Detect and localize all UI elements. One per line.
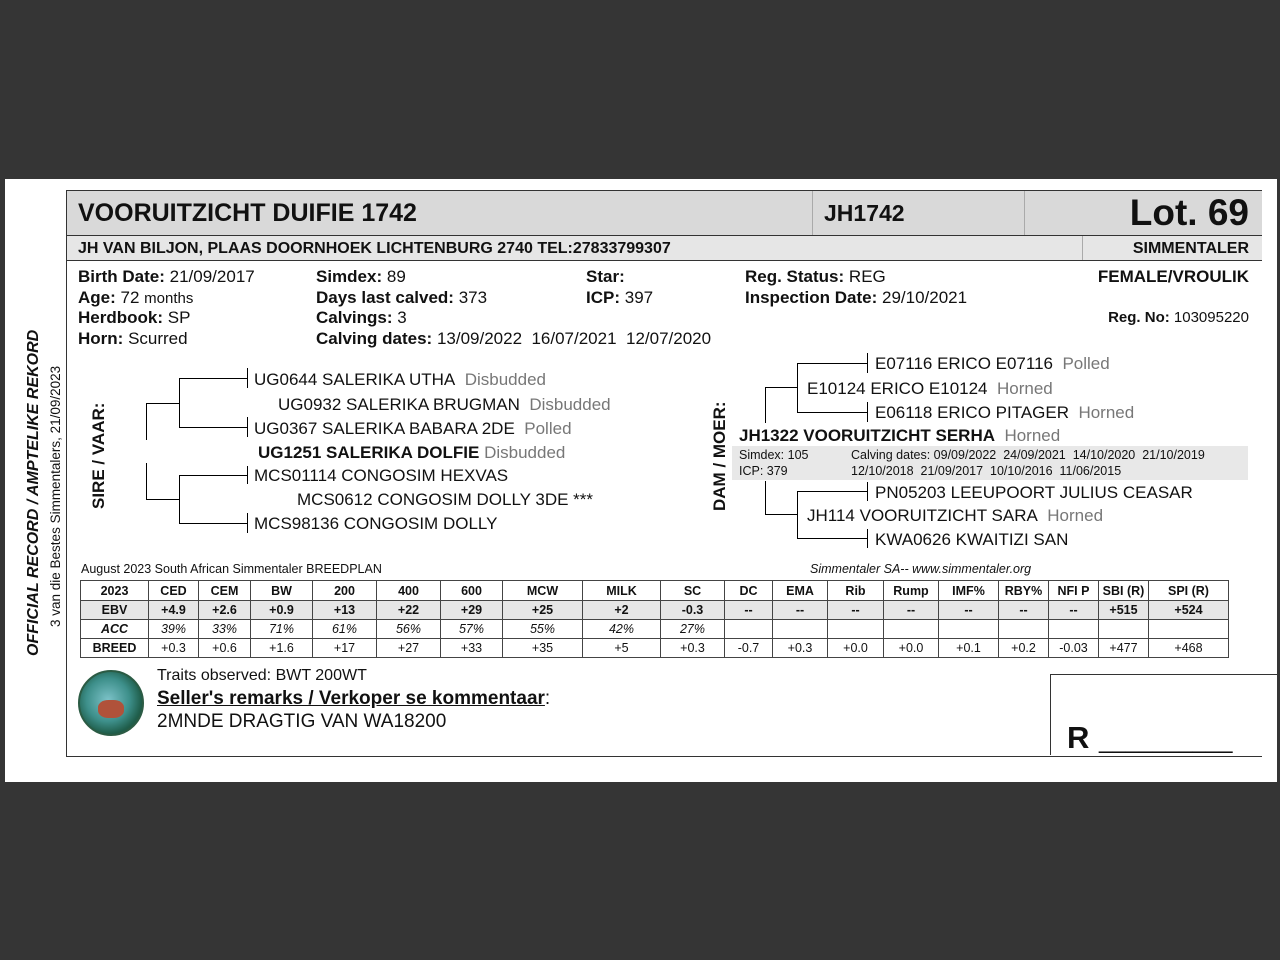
header-cell: Rump xyxy=(884,581,939,601)
sire-sire: UG0932 SALERIKA BRUGMAN Disbudded xyxy=(278,395,611,414)
sire-sire-sire: UG0644 SALERIKA UTHA Disbudded xyxy=(254,370,546,389)
acc-cell: 56% xyxy=(377,620,441,639)
acc-cell xyxy=(1049,620,1099,639)
breed-cell: +0.1 xyxy=(939,639,999,658)
header-cell: EMA xyxy=(773,581,828,601)
acc-cell xyxy=(939,620,999,639)
acc-cell xyxy=(884,620,939,639)
ebv-cell: -- xyxy=(1049,601,1099,620)
header-cell: SC xyxy=(661,581,725,601)
icp: ICP: 397 xyxy=(586,288,654,307)
breed-cell: +0.2 xyxy=(999,639,1049,658)
acc-cell: 57% xyxy=(441,620,503,639)
simdex: Simdex: 89 xyxy=(316,267,406,286)
acc-cell xyxy=(828,620,884,639)
breed-cell: +0.3 xyxy=(773,639,828,658)
dam-icp: ICP: 379 xyxy=(739,464,788,478)
ebv-cell: +4.9 xyxy=(149,601,199,620)
ebv-cell: +29 xyxy=(441,601,503,620)
header-cell: CED xyxy=(149,581,199,601)
lot-card xyxy=(5,179,1277,782)
sire-dam-sire: MCS01114 CONGOSIM HEXVAS xyxy=(254,466,509,485)
ebv-cell: -- xyxy=(773,601,828,620)
header-cell: NFI P xyxy=(1049,581,1099,601)
ebv-cell: +22 xyxy=(377,601,441,620)
sire-dam-dam: MCS98136 CONGOSIM DOLLY xyxy=(254,514,498,533)
sire-sire-dam: UG0367 SALERIKA BABARA 2DE Polled xyxy=(254,419,572,438)
header-cell: SPI (R) xyxy=(1149,581,1229,601)
ebv-row xyxy=(81,601,1229,620)
breed-cell: -0.03 xyxy=(1049,639,1099,658)
lot-number: Lot. 69 xyxy=(1129,192,1249,233)
header-cell: 400 xyxy=(377,581,441,601)
breed-cell: -0.7 xyxy=(725,639,773,658)
calvings: Calvings: 3 xyxy=(316,308,407,327)
star-label: Star: xyxy=(586,267,625,286)
header-cell: DC xyxy=(725,581,773,601)
herdbook: Herdbook: SP xyxy=(78,308,191,327)
dam-label: DAM / MOER: xyxy=(710,401,729,511)
dam-calving-dates: Calving dates: 09/09/2022 24/09/2021 14/10/2020 21/10/2019 xyxy=(851,448,1205,462)
header-cell: SBI (R) xyxy=(1099,581,1149,601)
header-cell: 600 xyxy=(441,581,503,601)
sellers-remarks: 2MNDE DRAGTIG VAN WA18200 xyxy=(157,711,447,732)
breed-avg-row xyxy=(81,639,1229,658)
header-cell: Rib xyxy=(828,581,884,601)
breed-name: SIMMENTALER xyxy=(1132,240,1249,257)
breed-cell: +5 xyxy=(583,639,661,658)
header-cell: RBY% xyxy=(999,581,1049,601)
sire: UG1251 SALERIKA DOLFIE Disbudded xyxy=(258,443,566,462)
horn-status: Horn: Scurred xyxy=(78,329,188,348)
breed-cell: +0.0 xyxy=(884,639,939,658)
sire-label: SIRE / VAAR: xyxy=(89,402,108,509)
ebv-cell: +2 xyxy=(583,601,661,620)
breed-cell: +33 xyxy=(441,639,503,658)
dam-simdex: Simdex: 105 xyxy=(739,448,809,462)
calving-dates: Calving dates: 13/09/2022 16/07/2021 12/07/2020 xyxy=(316,329,712,348)
dam-calving-dates-2: 12/10/2018 21/09/2017 10/10/2016 11/06/2015 xyxy=(851,464,1122,478)
breed-cell: +35 xyxy=(503,639,583,658)
sire-dam: MCS0612 CONGOSIM DOLLY 3DE *** xyxy=(297,490,594,509)
ebv-cell: -- xyxy=(828,601,884,620)
animal-name: VOORUITZICHT DUIFIE 1742 xyxy=(78,199,417,227)
breed-cell: +477 xyxy=(1099,639,1149,658)
ebv-cell: +13 xyxy=(313,601,377,620)
sellers-remarks-heading: Seller's remarks / Verkoper se kommentaar: xyxy=(157,688,551,709)
ebv-cell: -0.3 xyxy=(661,601,725,620)
dam-sire-dam: E06118 ERICO PITAGER Horned xyxy=(875,403,1135,422)
breed-cell: +0.0 xyxy=(828,639,884,658)
price-label: R xyxy=(1067,720,1090,755)
ebv-cell: -- xyxy=(939,601,999,620)
header-cell: BW xyxy=(251,581,313,601)
age: Age: 72 months xyxy=(78,288,194,307)
dam-dam-dam: KWA0626 KWAITIZI SAN xyxy=(875,530,1069,549)
header-cell: 2023 xyxy=(81,581,149,601)
acc-cell: 42% xyxy=(583,620,661,639)
breed-cell: +1.6 xyxy=(251,639,313,658)
animal-id: JH1742 xyxy=(824,200,905,226)
acc-cell: 39% xyxy=(149,620,199,639)
ebv-cell: -- xyxy=(999,601,1049,620)
dam-sire: E10124 ERICO E10124 Horned xyxy=(807,379,1053,398)
breed-cell: +0.3 xyxy=(149,639,199,658)
ebv-cell: +2.6 xyxy=(199,601,251,620)
acc-cell: 33% xyxy=(199,620,251,639)
breed-cell: +0.3 xyxy=(661,639,725,658)
official-record-label: OFFICIAL RECORD / AMPTELIKE REKORD xyxy=(25,329,42,656)
breedplan-source: Simmentaler SA-- www.simmentaler.org xyxy=(810,562,1032,576)
acc-row xyxy=(81,620,1229,639)
simmentaler-logo xyxy=(78,670,144,736)
inspection-date: Inspection Date: 29/10/2021 xyxy=(745,288,968,307)
acc-cell xyxy=(725,620,773,639)
breeder-info: JH VAN BILJON, PLAAS DOORNHOEK LICHTENBURG 2740 TEL:27833799307 xyxy=(78,240,671,257)
header-cell: 200 xyxy=(313,581,377,601)
header-cell: MCW xyxy=(503,581,583,601)
days-last-calved: Days last calved: 373 xyxy=(316,288,488,307)
reg-number: Reg. No: 103095220 xyxy=(1108,309,1249,326)
breedplan-title: August 2023 South African Simmentaler BREEDPLAN xyxy=(81,562,382,576)
ebv-cell: -- xyxy=(884,601,939,620)
acc-cell: 55% xyxy=(503,620,583,639)
ebv-cell: EBV xyxy=(81,601,149,620)
acc-cell: 61% xyxy=(313,620,377,639)
traits-observed: Traits observed: BWT 200WT xyxy=(157,667,367,684)
ebv-cell: +524 xyxy=(1149,601,1229,620)
breed-cell: +0.6 xyxy=(199,639,251,658)
dam: JH1322 VOORUITZICHT SERHA Horned xyxy=(739,426,1061,445)
header-cell: IMF% xyxy=(939,581,999,601)
ebv-cell: +0.9 xyxy=(251,601,313,620)
price-field[interactable]: __________ xyxy=(1099,727,1233,754)
breed-cell: +468 xyxy=(1149,639,1229,658)
acc-cell xyxy=(999,620,1049,639)
breed-cell: BREED xyxy=(81,639,149,658)
acc-cell: ACC xyxy=(81,620,149,639)
acc-cell: 27% xyxy=(661,620,725,639)
ebv-cell: +25 xyxy=(503,601,583,620)
birth-date: Birth Date: 21/09/2017 xyxy=(78,267,255,286)
acc-cell: 71% xyxy=(251,620,313,639)
sex: FEMALE/VROULIK xyxy=(1097,267,1249,286)
ebv-header-row xyxy=(81,581,1229,601)
reg-status: Reg. Status: REG xyxy=(745,267,886,286)
sale-date-label: 3 van die Bestes Simmentalers, 21/09/2023 xyxy=(48,365,63,627)
acc-cell xyxy=(773,620,828,639)
ebv-table xyxy=(80,580,1229,658)
breed-cell: +17 xyxy=(313,639,377,658)
dam-sire-sire: E07116 ERICO E07116 Polled xyxy=(875,354,1110,373)
ebv-cell: -- xyxy=(725,601,773,620)
breed-cell: +27 xyxy=(377,639,441,658)
header-cell: CEM xyxy=(199,581,251,601)
dam-dam-sire: PN05203 LEEUPOORT JULIUS CEASAR xyxy=(875,483,1193,502)
acc-cell xyxy=(1149,620,1229,639)
acc-cell xyxy=(1099,620,1149,639)
ebv-cell: +515 xyxy=(1099,601,1149,620)
header-cell: MILK xyxy=(583,581,661,601)
dam-dam: JH114 VOORUITZICHT SARA Horned xyxy=(807,506,1104,525)
